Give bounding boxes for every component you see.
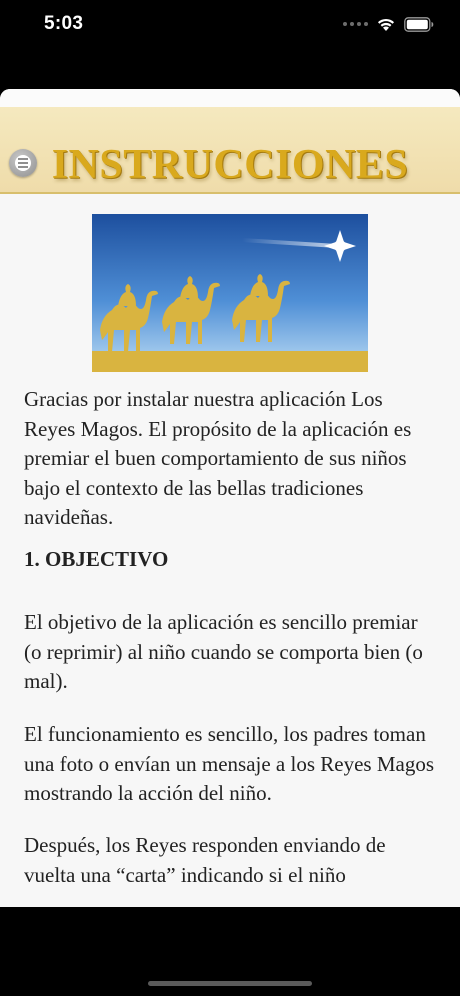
page-title: INSTRUCCIONES [51, 142, 409, 188]
status-time: 5:03 [44, 13, 84, 34]
status-bar [0, 0, 460, 52]
cellular-signal-icon [343, 22, 368, 26]
reply-paragraph: Después, los Reyes responden enviando de vuelta una “carta” indicando si el niño [24, 833, 386, 887]
app-sheet [0, 89, 460, 907]
intro-paragraph: Gracias por instalar nuestra aplicación Los Reyes Magos. El propósito de la aplicación es premiar el buen comportamiento de sus niños bajo el contexto de las bellas tradiciones navideñas. [24, 387, 412, 529]
sheet-top-strip [0, 89, 460, 107]
three-kings-banner [92, 214, 368, 372]
section-heading-objective: 1. OBJECTIVO [24, 547, 169, 571]
home-indicator[interactable] [148, 981, 312, 986]
wifi-icon [376, 17, 396, 32]
header-bar [0, 107, 460, 194]
functioning-paragraph: El funcionamiento es sencillo, los padres toman una foto o envían un mensaje a los Reyes Magos mostrando la acción del niño. [24, 722, 434, 805]
objective-paragraph: El objetivo de la aplicación es sencillo premiar (o reprimir) al niño cuando se comporta bien (o mal). [24, 610, 423, 693]
status-icons [343, 14, 434, 34]
battery-icon [404, 17, 434, 32]
